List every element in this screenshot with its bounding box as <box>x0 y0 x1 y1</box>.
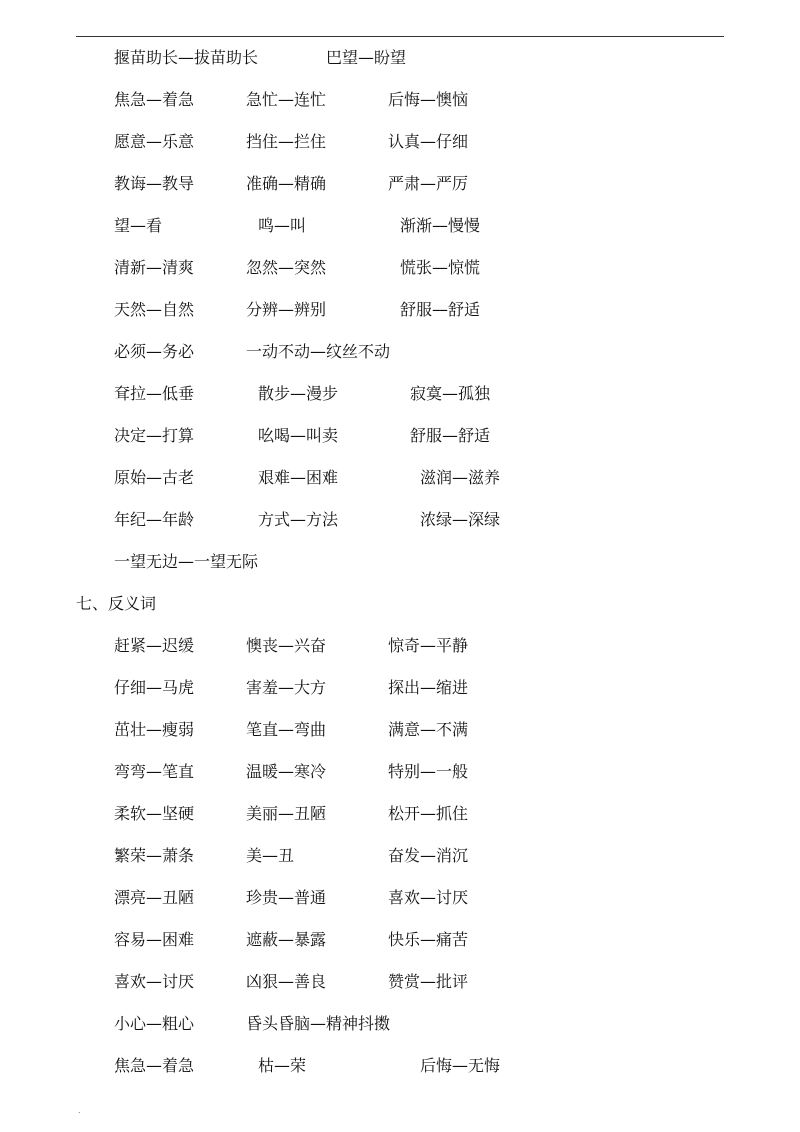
word-pair: 一动不动—纹丝不动 <box>246 342 391 361</box>
word-pair: 昏头昏脑—精神抖擞 <box>246 1014 391 1033</box>
word-pair: 快乐—痛苦 <box>388 930 469 949</box>
word-pair: 珍贵—普通 <box>246 888 327 907</box>
antonym-row <box>0 801 800 827</box>
word-pair: 柔软—坚硬 <box>114 804 195 823</box>
synonym-row <box>0 465 800 491</box>
word-pair: 松开—抓住 <box>388 804 469 823</box>
word-pair: 舒服—舒适 <box>400 300 481 319</box>
synonym-row <box>0 87 800 113</box>
word-pair: 惊奇—平静 <box>388 636 469 655</box>
synonym-row <box>0 129 800 155</box>
word-pair: 清新—清爽 <box>114 258 195 277</box>
word-pair: 挡住—拦住 <box>246 132 327 151</box>
antonym-row <box>0 927 800 953</box>
word-pair: 忽然—突然 <box>246 258 327 277</box>
word-pair: 一望无边—一望无际 <box>114 552 259 571</box>
word-pair: 决定—打算 <box>114 426 195 445</box>
word-pair: 巴望—盼望 <box>326 48 407 67</box>
word-pair: 浓绿—深绿 <box>420 510 501 529</box>
word-pair: 漂亮—丑陋 <box>114 888 195 907</box>
word-pair: 急忙—连忙 <box>246 90 327 109</box>
footer-mark: . <box>78 1106 81 1115</box>
word-pair: 寂寞—孤独 <box>410 384 491 403</box>
word-pair: 焦急—着急 <box>114 90 195 109</box>
word-pair: 特别—一般 <box>388 762 469 781</box>
word-pair: 滋润—滋养 <box>420 468 501 487</box>
word-pair: 愿意—乐意 <box>114 132 195 151</box>
word-pair: 仔细—马虎 <box>114 678 195 697</box>
word-pair: 赶紧—迟缓 <box>114 636 195 655</box>
word-pair: 认真—仔细 <box>388 132 469 151</box>
word-pair: 吆喝—叫卖 <box>258 426 339 445</box>
word-pair: 赞赏—批评 <box>388 972 469 991</box>
word-pair: 小心—粗心 <box>114 1014 195 1033</box>
word-pair: 教诲—教导 <box>114 174 195 193</box>
word-pair: 准确—精确 <box>246 174 327 193</box>
synonym-row <box>0 381 800 407</box>
word-pair: 必须—务必 <box>114 342 195 361</box>
word-pair: 天然—自然 <box>114 300 195 319</box>
word-pair: 鸣—叫 <box>258 216 307 235</box>
antonym-row <box>0 1053 800 1079</box>
word-pair: 奋发—消沉 <box>388 846 469 865</box>
word-pair: 分辨—辨别 <box>246 300 327 319</box>
word-pair: 笔直—弯曲 <box>246 720 327 739</box>
word-pair: 原始—古老 <box>114 468 195 487</box>
word-pair: 揠苗助长—拔苗助长 <box>114 48 259 67</box>
word-pair: 满意—不满 <box>388 720 469 739</box>
synonym-row <box>0 45 800 71</box>
antonym-row <box>0 759 800 785</box>
antonym-row <box>0 1011 800 1037</box>
antonym-row <box>0 633 800 659</box>
word-pair: 美丽—丑陋 <box>246 804 327 823</box>
word-pair: 舒服—舒适 <box>410 426 491 445</box>
word-pair: 望—看 <box>114 216 163 235</box>
word-pair: 枯—荣 <box>258 1056 307 1075</box>
word-pair: 懊丧—兴奋 <box>246 636 327 655</box>
section-heading-antonyms: 七、反义词 <box>76 594 157 613</box>
word-pair: 遮蔽—暴露 <box>246 930 327 949</box>
word-pair: 严肃—严厉 <box>388 174 469 193</box>
synonym-row <box>0 507 800 533</box>
synonym-row <box>0 255 800 281</box>
antonym-row <box>0 885 800 911</box>
word-pair: 容易—困难 <box>114 930 195 949</box>
word-pair: 繁荣—萧条 <box>114 846 195 865</box>
synonym-row <box>0 297 800 323</box>
word-pair: 方式—方法 <box>258 510 339 529</box>
synonym-row <box>0 339 800 365</box>
synonym-row <box>0 423 800 449</box>
word-pair: 美—丑 <box>246 846 295 865</box>
word-pair: 后悔—懊恼 <box>388 90 469 109</box>
synonym-row <box>0 213 800 239</box>
antonym-row <box>0 675 800 701</box>
antonym-row <box>0 717 800 743</box>
word-pair: 温暖—寒冷 <box>246 762 327 781</box>
word-pair: 探出—缩进 <box>388 678 469 697</box>
word-pair: 后悔—无悔 <box>420 1056 501 1075</box>
antonym-row <box>0 969 800 995</box>
synonym-row <box>0 171 800 197</box>
synonym-row <box>0 549 800 575</box>
word-pair: 渐渐—慢慢 <box>400 216 481 235</box>
word-pair: 耷拉—低垂 <box>114 384 195 403</box>
header-rule <box>76 36 724 37</box>
antonym-row <box>0 843 800 869</box>
word-pair: 散步—漫步 <box>258 384 339 403</box>
word-pair: 慌张—惊慌 <box>400 258 481 277</box>
word-pair: 喜欢—讨厌 <box>114 972 195 991</box>
word-pair: 弯弯—笔直 <box>114 762 195 781</box>
word-pair: 凶狠—善良 <box>246 972 327 991</box>
word-pair: 焦急—着急 <box>114 1056 195 1075</box>
word-pair: 喜欢—讨厌 <box>388 888 469 907</box>
word-pair: 害羞—大方 <box>246 678 327 697</box>
word-pair: 艰难—困难 <box>258 468 339 487</box>
word-pair: 茁壮—瘦弱 <box>114 720 195 739</box>
word-pair: 年纪—年龄 <box>114 510 195 529</box>
